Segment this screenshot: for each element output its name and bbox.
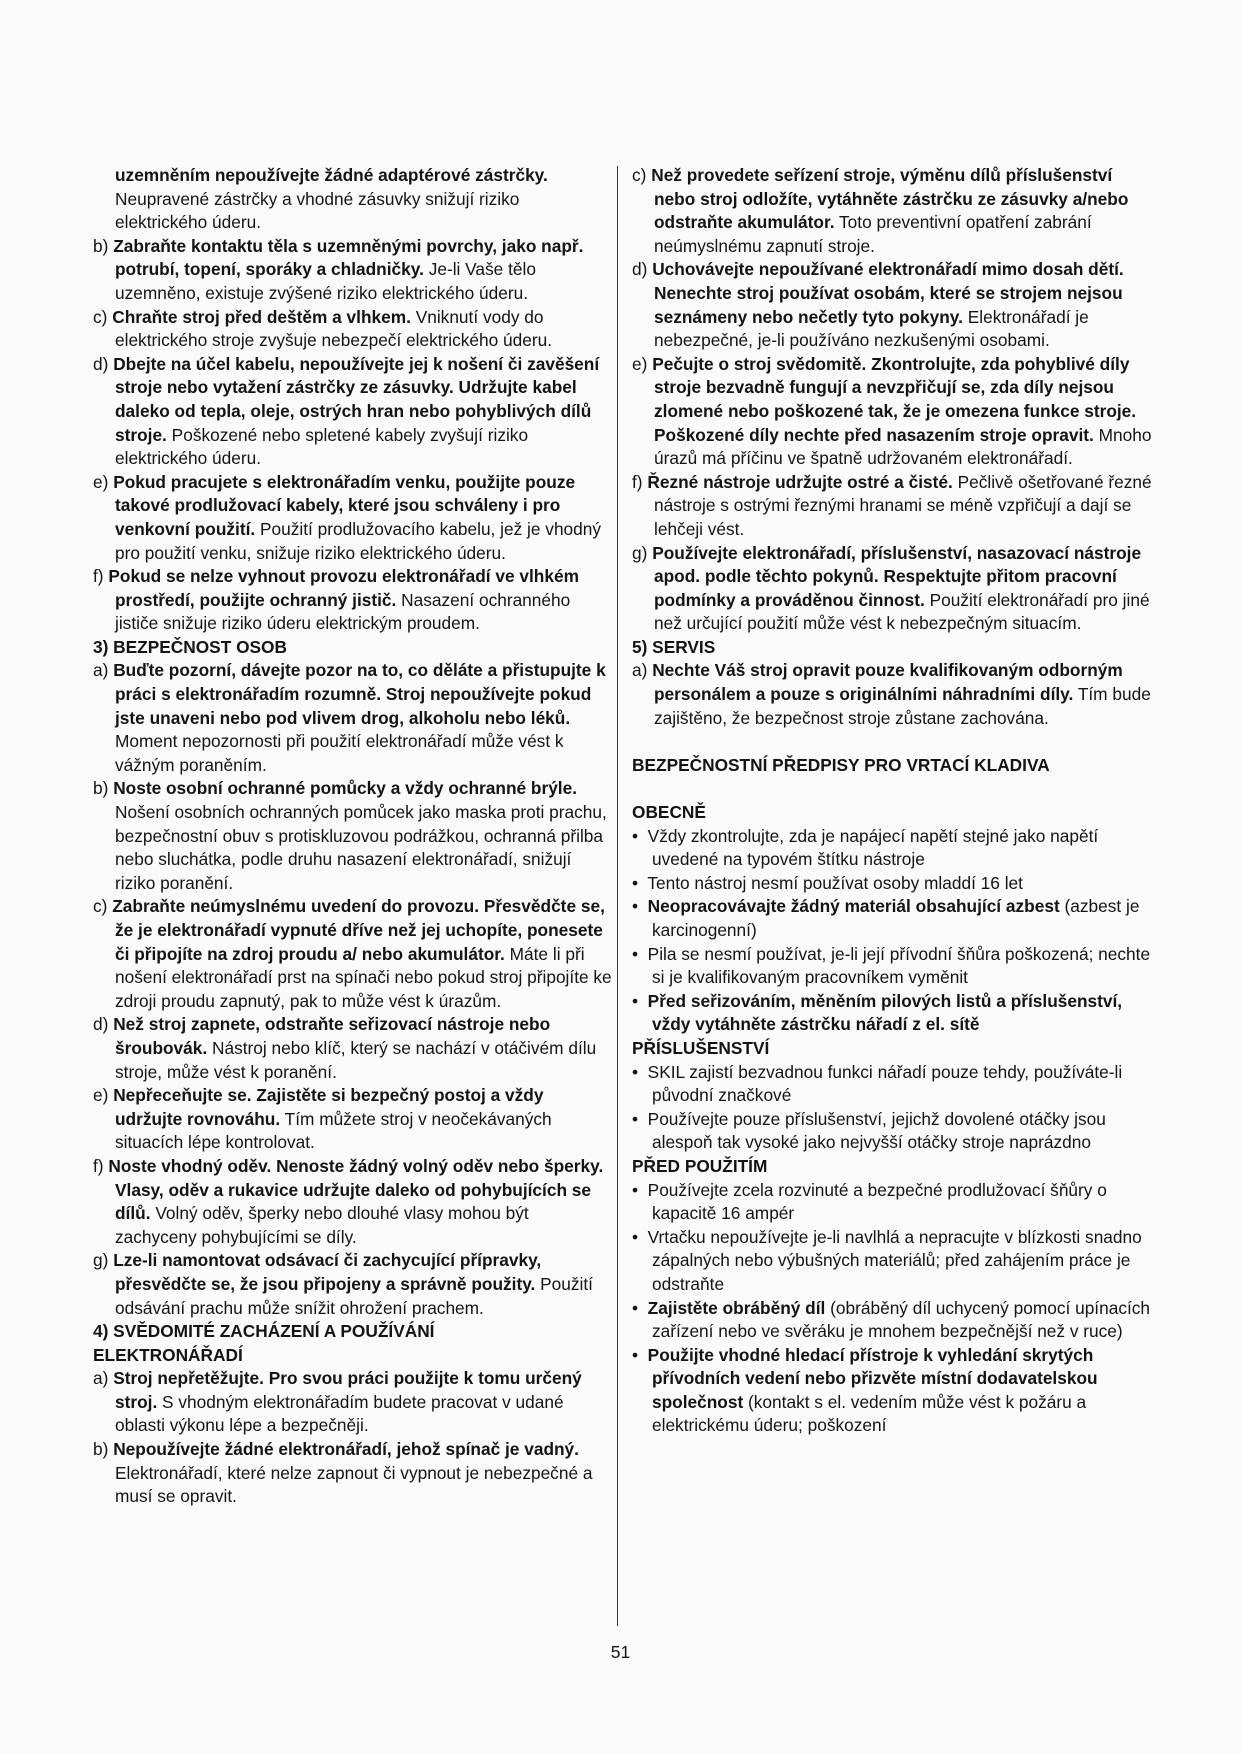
item-a-repair: a) Nechte Váš stroj opravit pouze kvalifikovaným odborným personálem a pouze s originálními náhradními díly. Tím bude zajištěno, že bezpečnost stroje zůstane zachována.	[632, 660, 1151, 728]
item-b-switch: b) Nepoužívejte žádné elektronářadí, jehož spínač je vadný. Elektronářadí, které nelze zapnout či vypnout je nebezpečné a musí se opravit.	[93, 1439, 593, 1507]
heading-service: 5) SERVIS	[632, 636, 716, 657]
paragraph-intro: uzemněním nepoužívejte žádné adaptérové zástrčky. Neupravené zástrčky a vhodné zásuvky snižují riziko elektrického úderu.	[115, 165, 548, 233]
page-number: 51	[610, 1642, 631, 1662]
item-g-instructions: g) Používejte elektronářadí, příslušenství, nasazovací nástroje apod. podle těchto pokynů. Respektujte přitom pracovní podmínky a prováděnou činnost. Použití elektronářadí pro jiné než určující použití může vést k nebezpečným situacím.	[632, 542, 1150, 634]
bullet-speed: • Používejte pouze příslušenství, jejichž dovolené otáčky jsou alespoň tak vysoké jako nejvyšší otáčky stroje naprázdno	[632, 1108, 1106, 1153]
item-g-dust: g) Lze-li namontovat odsávací či zachycující přípravky, přesvědčte se, že jsou připojeny a správně použity. Použití odsávání prachu může snížit ohrožení prachem.	[93, 1250, 593, 1318]
item-a-overload: a) Stroj nepřetěžujte. Pro svou práci použijte k tomu určený stroj. S vhodným elektronářadím budete pracovat v udané oblasti výkonu lépe a bezpečněji.	[93, 1368, 582, 1436]
bullet-voltage: • Vždy zkontrolujte, zda je napájecí napětí stejné jako napětí uvedené na typovém štítku nástroje	[632, 825, 1099, 870]
item-d-tools: d) Než stroj zapnete, odstraňte seřizovací nástroje nebo šroubovák. Nástroj nebo klíč, který se nachází v otáčivém dílu stroje, může vést k poranění.	[93, 1014, 597, 1082]
bullet-detectors: • Použijte vhodné hledací přístroje k vyhledání skrytých přívodních vedení nebo přizvěte místní dodavatelskou společnost (kontakt s el. vedením může vést k požáru a elektrickému úderu; poškození	[632, 1344, 1098, 1436]
bullet-cord: • Pila se nesmí používat, je-li její přívodní šňůra poškozená; nechte si je kvalifikovaným pracovníkem vyměnit	[632, 943, 1151, 988]
bullet-wet-drill: • Vrtačku nepoužívejte je-li navlhlá a nepracujte v blízkosti snadno zápalných nebo výbušných materiálů; před zahájením práce je odstraňte	[632, 1226, 1142, 1294]
heading-general: OBECNĚ	[632, 802, 706, 823]
bullet-asbestos: • Neopracovávajte žádný materiál obsahující azbest (azbest je karcinogenní)	[632, 896, 1140, 940]
bullet-age: • Tento nástroj nesmí používat osoby mladdí 16 let	[632, 872, 1023, 893]
column-divider	[617, 166, 618, 1626]
left-column	[93, 164, 613, 1509]
item-a-attentive: a) Buďte pozorní, dávejte pozor na to, co děláte a přistupujte k práci s elektronářadím rozumně. Stroj nepoužívejte pokud jste unaveni nebo pod vlivem drog, alkoholu nebo léků. Moment nepozornosti při použití elektronářadí může vést k vážným poraněním.	[93, 660, 606, 775]
item-d-children: d) Uchovávejte nepoužívané elektronářadí mimo dosah dětí. Nenechte stroj používat osobám, které se strojem nejsou seznámeny nebo nečetly tyto pokyny. Elektronářadí je nebezpečné, je-li používáno nezkušenými osobami.	[632, 259, 1124, 351]
item-f-wet: f) Pokud se nelze vyhnout provozu elektronářadí ve vlhkém prostředí, použijte ochranný jistič. Nasazení ochranného jističe snižuje riziko úderu elektrickým proudem.	[93, 566, 579, 634]
bullet-skil: • SKIL zajistí bezvadnou funkci nářadí pouze tehdy, používáte-li původní značkové	[632, 1061, 1123, 1106]
bullet-unplug: • Před seřizováním, měněním pilových listů a příslušenství, vždy vytáhněte zástrčku nářadí z el. sítě	[632, 990, 1123, 1035]
right-column	[632, 164, 1152, 1438]
item-e-maintenance: e) Pečujte o stroj svědomitě. Zkontrolujte, zda pohyblivé díly stroje bezvadně fungují a nevzpřičují se, zda díly nejsou zlomené nebo poškozené tak, že je omezena funkce stroje. Poškozené díly nechte před nasazením stroje opravit. Mnoho úrazů má příčinu ve špatně udržovaném elektronářadí.	[632, 353, 1152, 469]
item-f-cutting-tools: f) Řezné nástroje udržujte ostré a čisté. Pečlivě ošetřované řezné nástroje s ostrými řeznými hranami se méně vzpřičují a dají se lehčeji vést.	[632, 471, 1152, 539]
title-drill-safety: BEZPEČNOSTNÍ PŘEDPISY PRO VRTACÍ KLADIVA	[632, 754, 1050, 775]
heading-careful-use: 4) SVĚDOMITÉ ZACHÁZENÍ A POUŽÍVÁNÍ ELEKTRONÁŘADÍ	[93, 1321, 435, 1365]
item-f-clothing: f) Noste vhodný oděv. Nenoste žádný volný oděv nebo šperky. Vlasy, oděv a rukavice udržujte daleko od pohybujících se dílů. Volný oděv, šperky nebo dlouhé vlasy mohou být zachyceny pohybujícími se díly.	[93, 1155, 604, 1247]
item-c-rain: c) Chraňte stroj před deštěm a vlhkem. Vniknutí vody do elektrického stroje zvyšuje nebezpečí elektrického úderu.	[93, 306, 553, 351]
heading-accessories: PŘÍSLUŠENSTVÍ	[632, 1037, 770, 1058]
item-c-disconnect: c) Než provedete seřízení stroje, výměnu dílů příslušenství nebo stroj odložíte, vytáhněte zástrčku ze zásuvky a/nebo odstraňte akumulátor. Toto preventivní opatření zabrání neúmyslnému zapnutí stroje.	[632, 165, 1129, 256]
item-e-balance: e) Nepřeceňujte se. Zajistěte si bezpečný postoj a vždy udržujte rovnováhu. Tím můžete stroj v neočekávaných situacích lépe kontrolovat.	[93, 1085, 552, 1153]
bullet-extension: • Používejte zcela rozvinuté a bezpečné prodlužovací šňůry o kapacitě 16 ampér	[632, 1179, 1107, 1224]
item-d-cable: d) Dbejte na účel kabelu, nepoužívejte jej k nošení či zavěšení stroje nebo vytažení zástrčky ze zásuvky. Udržujte kabel daleko od tepla, oleje, ostrých hran nebo pohyblivých dílů stroje. Poškozené nebo spletené kabely zvyšují riziko elektrického úderu.	[93, 353, 600, 469]
bullet-secure-workpiece: • Zajistěte obráběný díl (obráběný díl uchycený pomocí upínacích zařízení nebo ve svěráku je mnohem bezpečnější než v ruce)	[632, 1297, 1151, 1342]
item-b-grounded-surfaces: b) Zabraňte kontaktu těla s uzemněnými povrchy, jako např. potrubí, topení, sporáky a chladničky. Je-li Vaše tělo uzemněno, existuje zvýšené riziko elektrického úderu.	[93, 235, 584, 303]
heading-personal-safety: 3) BEZPEČNOST OSOB	[93, 636, 287, 657]
item-b-protective: b) Noste osobní ochranné pomůcky a vždy ochranné brýle. Nošení osobních ochranných pomůcek jako maska proti prachu, bezpečnostní obuv s protiskluzovou podrážkou, ochranná přilba nebo sluchátka, podle druhu nasazení elektronářadí, snižují riziko poranění.	[93, 778, 607, 893]
item-e-outdoor: e) Pokud pracujete s elektronářadím venku, použijte pouze takové prodlužovací kabely, které jsou schváleny i pro venkovní použití. Použití prodlužovacího kabelu, jež je vhodný pro použití venku, snižuje riziko elektrického úderu.	[93, 471, 602, 563]
heading-before-use: PŘED POUŽITÍM	[632, 1155, 768, 1176]
item-c-start: c) Zabraňte neúmyslnému uvedení do provozu. Přesvědčte se, že je elektronářadí vypnuté dříve než jej uchopíte, ponesete či připojíte na zdroj proudu a/ nebo akumulátor. Máte li při nošení elektronářadí prst na spínači nebo pokud stroj připojíte ke zdroji proudu zapnutý, pak to může vést k úrazům.	[93, 896, 612, 1011]
